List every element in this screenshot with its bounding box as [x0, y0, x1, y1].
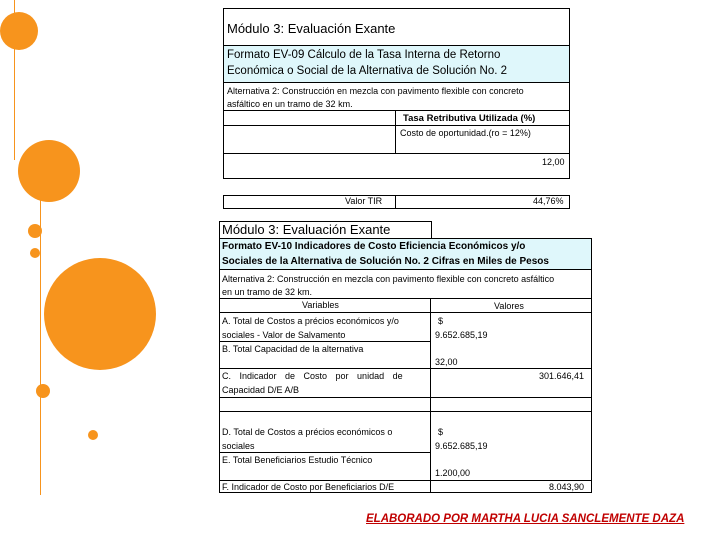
table2-alt-line1: Alternativa 2: Construcción en mezcla con pavimento flexible con concreto asfáltico: [222, 274, 555, 284]
table1-row-divider: [223, 153, 570, 154]
table2-row-b-label: B. Total Capacidad de la alternativa: [222, 344, 364, 354]
table2-row-divider: [219, 368, 592, 369]
table1-tir-label: Valor TIR: [345, 196, 383, 206]
table1-tir-value: 44,76%: [533, 196, 564, 206]
table2-row-c-label: Capacidad D/E A/B: [222, 385, 300, 395]
table2-row-c-label: C. Indicador de Costo por unidad de: [222, 371, 403, 381]
table2-row-e-value: 1.200,00: [435, 468, 471, 478]
table2-row-d-label: D. Total de Costos a précios económicos o: [222, 427, 393, 437]
table2-row-divider: [219, 397, 592, 398]
table2-row-d-label: sociales: [222, 441, 255, 451]
table1-row-divider: [223, 110, 570, 111]
table2-row-divider: [219, 298, 592, 299]
table2-row-a-label: A. Total de Costos a précios económicos y/o: [222, 316, 399, 326]
table2-row-divider: [219, 411, 592, 412]
decor-circle-large: [44, 258, 156, 370]
table2-col-divider: [430, 298, 431, 493]
table1-subtitle-line1: Formato EV-09 Cálculo de la Tasa Interna de Retorno: [227, 49, 501, 61]
table2-row-b-value: 32,00: [435, 357, 458, 367]
table1-row-divider: [223, 125, 570, 126]
table2-row-f-value: 8.043,90: [549, 482, 585, 492]
table2-row-d-value: 9.652.685,19: [435, 441, 488, 451]
table2-row-c-value: 301.646,41: [539, 371, 585, 381]
table2-subtitle-line1: Formato EV-10 Indicadores de Costo Eficiencia Económicos y/o: [222, 241, 526, 252]
decor-circle-tiny: [30, 248, 40, 258]
table2-subtitle-line2: Sociales de la Alternativa de Solución No. 2 Cifras en Miles de Pesos: [222, 256, 549, 267]
table2-row-divider: [219, 341, 430, 342]
decor-line: [14, 0, 15, 160]
table2-col-variables: Variables: [302, 300, 339, 310]
table1-col-divider: [395, 110, 396, 153]
table2-row-divider: [219, 452, 430, 453]
table2-row-a-value: 9.652.685,19: [435, 330, 488, 340]
decor-circle-tiny: [36, 384, 50, 398]
table1-subtitle-line2: Económica o Social de la Alternativa de Solución No. 2: [227, 65, 507, 77]
decor-line: [40, 195, 41, 495]
table2-row-d-currency: $: [438, 427, 444, 437]
table2-row-divider: [219, 312, 592, 313]
table2-row-a-currency: $: [438, 316, 444, 326]
table1-rate-value: 12,00: [542, 157, 565, 167]
decor-circle-medium: [18, 140, 80, 202]
table1-alt-line1: Alternativa 2: Construcción en mezcla con pavimento flexible con concreto: [227, 86, 524, 96]
table2-alt-line2: en un tramo de 32 km.: [222, 287, 313, 297]
table1-alt-line2: asfáltico en un tramo de 32 km.: [227, 99, 353, 109]
table2-row-f-label: F. Indicador de Costo por Beneficiarios D/E: [222, 482, 395, 492]
table1-rate-desc: Costo de oportunidad.(ro = 12%): [400, 128, 531, 138]
table2-col-values: Valores: [494, 301, 524, 311]
table1-title: Módulo 3: Evaluación Exante: [227, 21, 396, 36]
table2-row-a-label: sociales - Valor de Salvamento: [222, 330, 346, 340]
footer-credit: ELABORADO POR MARTHA LUCIA SANCLEMENTE DAZA: [366, 513, 685, 525]
decor-circle-small: [0, 12, 38, 50]
table2-row-e-label: E. Total Beneficiarios Estudio Técnico: [222, 455, 373, 465]
table1-rate-header: Tasa Retributiva Utilizada (%): [403, 113, 536, 124]
decor-circle-tiny: [88, 430, 98, 440]
table2-row-divider: [219, 480, 592, 481]
table2-title: Módulo 3: Evaluación Exante: [222, 222, 391, 237]
